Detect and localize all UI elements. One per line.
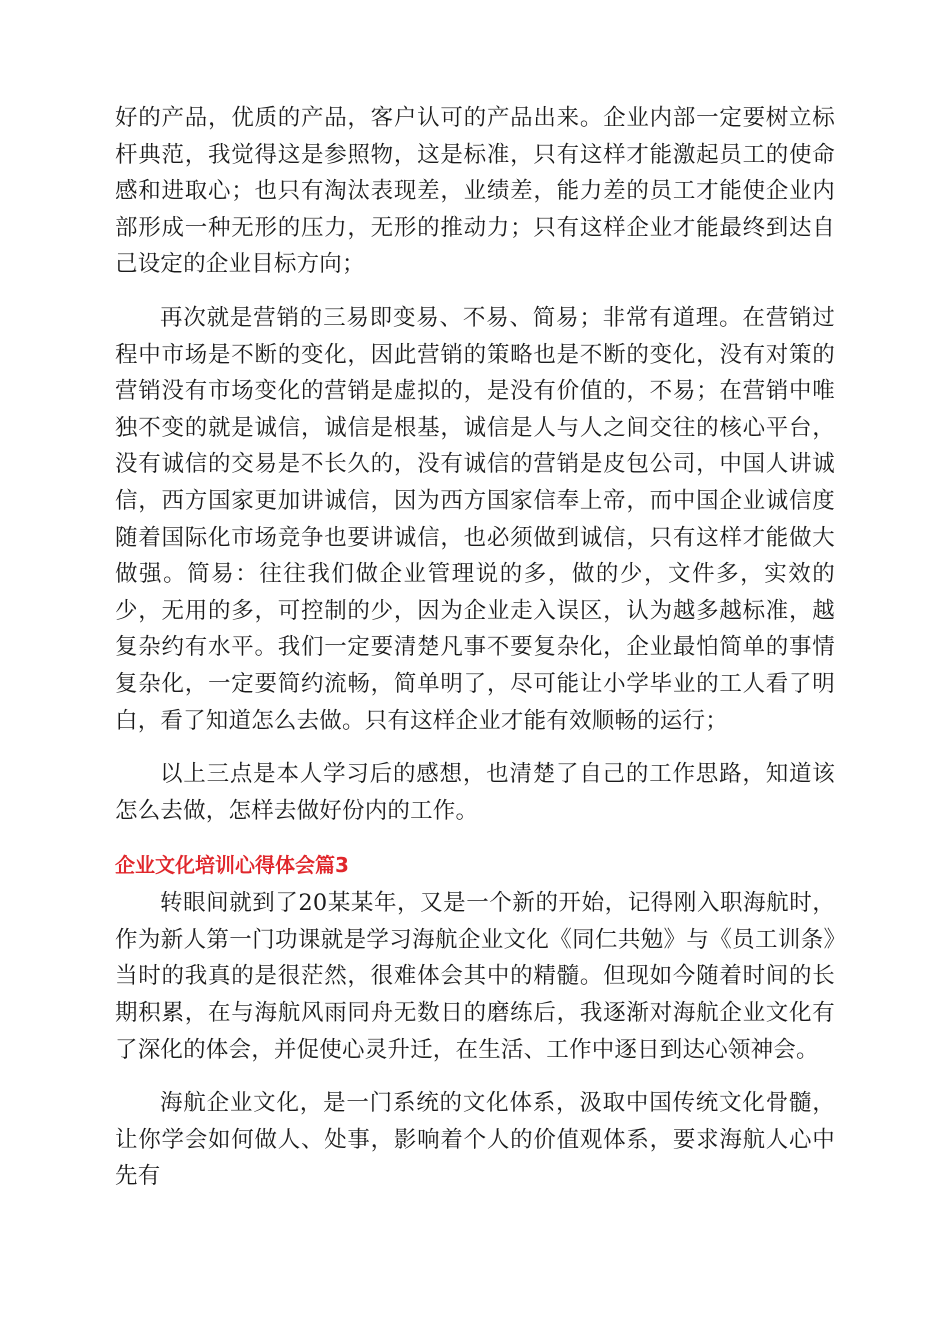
paragraph-culture: 海航企业文化，是一门系统的文化体系，汲取中国传统文化骨髓，让你学会如何做人、处事，影响着个人的价值观体系，要求海航人心中先有 — [115, 1090, 835, 1190]
document-body — [115, 100, 835, 1195]
paragraph-marketing: 再次就是营销的三易即变易、不易、简易；非常有道理。在营销过程中市场是不断的变化，因此营销的策略也是不断的变化，没有对策的营销没有市场变化的营销是虚拟的，是没有价值的，不易；在营销中唯独不变的就是诚信，诚信是根基，诚信是人与人之间交往的核心平台，没有诚信的交易是不长久的，没有诚信的营销是皮包公司，中国人讲诚信，西方国家更加讲诚信，因为西方国家信奉上帝，而中国企业诚信度随着国际化市场竞争也要讲诚信，也必须做到诚信，只有这样才能做大做强。简易：往往我们做企业管理说的多，做的少，文件多，实效的少，无用的多，可控制的少，因为企业走入误区，认为越多越标准，越复杂约有水平。我们一定要清楚凡事不要复杂化，企业最怕简单的事情复杂化，一定要简约流畅，简单明了，尽可能让小学毕业的工人看了明白，看了知道怎么去做。只有这样企业才能有效顺畅的运行； — [115, 304, 835, 734]
paragraph-continuation: 好的产品，优质的产品，客户认可的产品出来。企业内部一定要树立标杆典范，我觉得这是参照物，这是标准，只有这样才能激起员工的使命感和进取心；也只有淘汰表现差，业绩差，能力差的员工才能使企业内部形成一种无形的压力，无形的推动力；只有这样企业才能最终到达自己设定的企业目标方向； — [115, 105, 835, 278]
section-heading: 企业文化培训心得体会篇3 — [115, 853, 349, 878]
paragraph-intro: 转眼间就到了20某某年，又是一个新的开始，记得刚入职海航时，作为新人第一门功课就是学习海航企业文化《同仁共勉》与《员工训条》当时的我真的是很茫然，很难体会其中的精髓。但现如今随着时间的长期积累，在与海航风雨同舟无数日的磨练后，我逐渐对海航企业文化有了深化的体会，并促使心灵升迁，在生活、工作中逐日到达心领神会。 — [115, 890, 835, 1063]
paragraph-summary: 以上三点是本人学习后的感想，也清楚了自己的工作思路，知道该怎么去做，怎样去做好份内的工作。 — [115, 761, 835, 824]
